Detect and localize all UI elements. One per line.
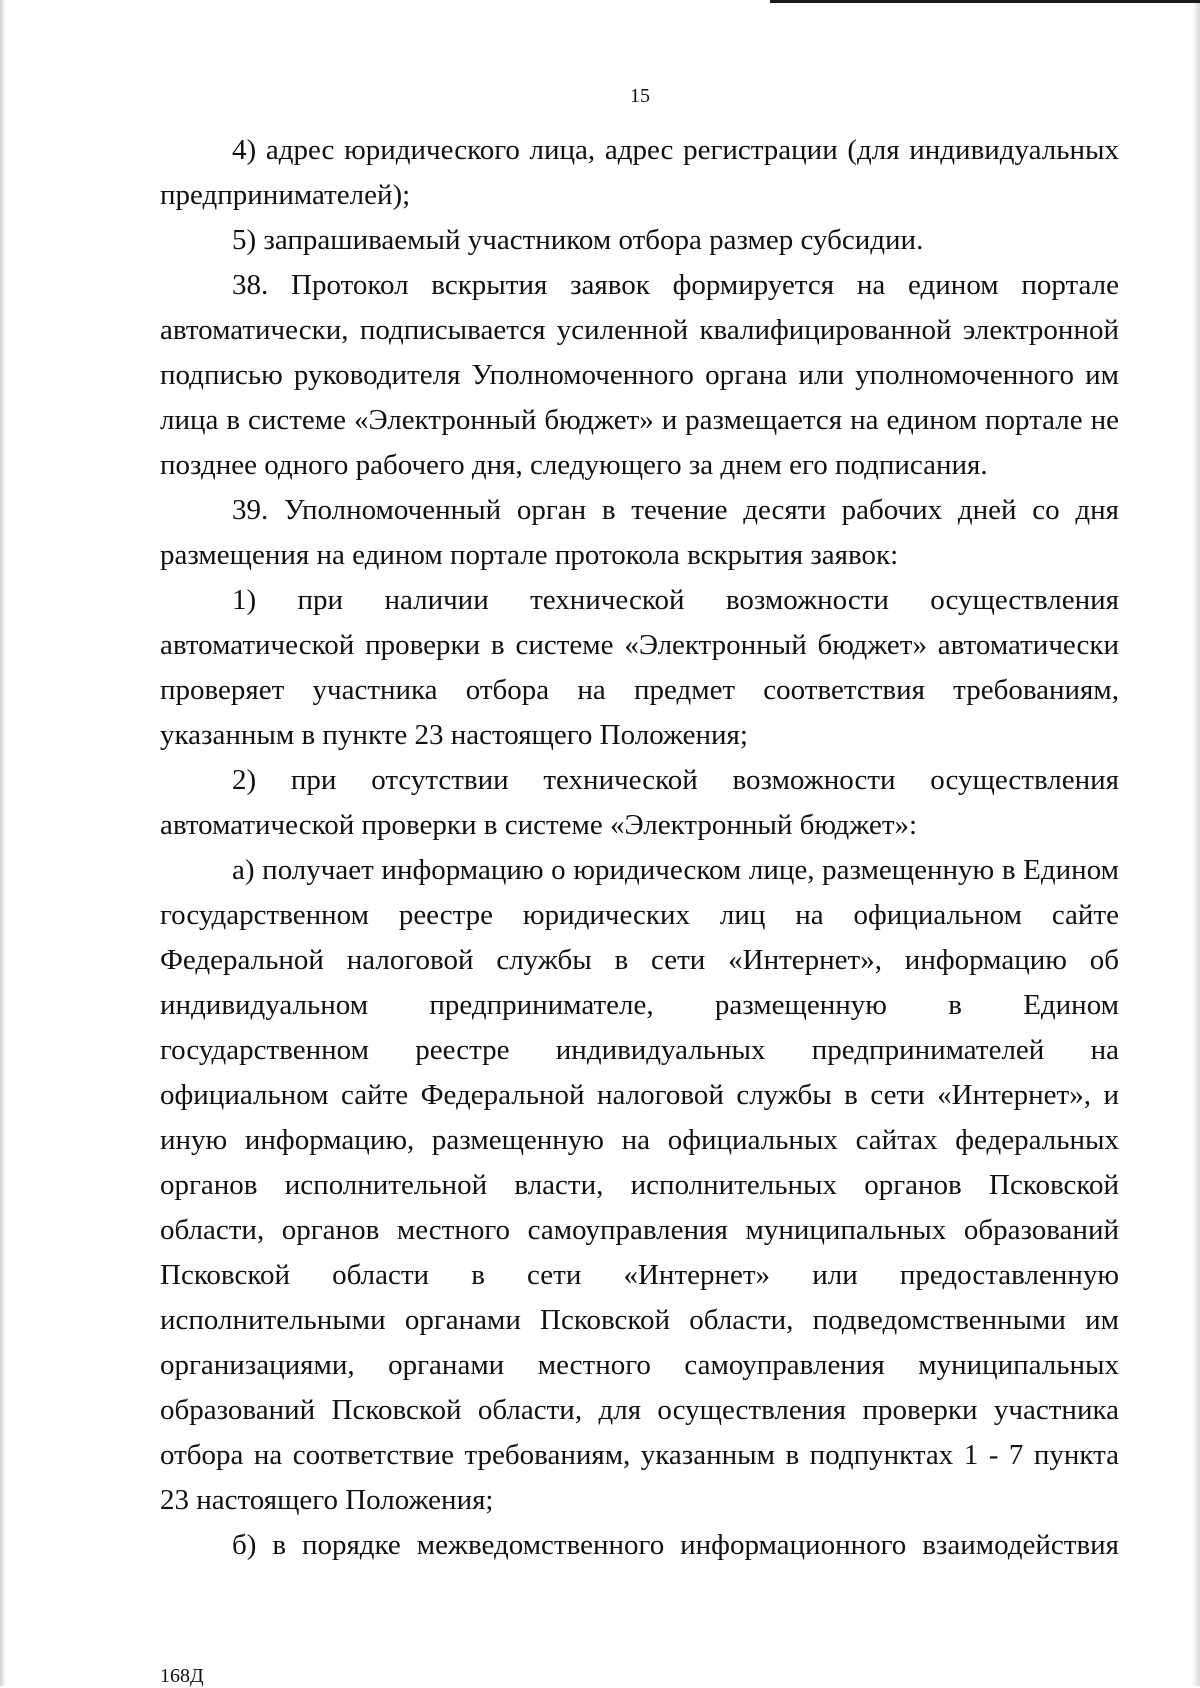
paragraph-38: 38. Протокол вскрытия заявок формируется на едином портале автоматически, подписывается усиленной квалифицированной электронной подписью руководителя Уполномоченного органа или уполномоченного им лица в системе «Электронный бюджет» и размещается на едином портале не позднее одного рабочего дня, следующего за днем его подписания. — [160, 269, 1119, 481]
scan-top-line — [770, 0, 1200, 3]
scan-edge-left — [0, 0, 6, 1686]
paragraph-39: 39. Уполномоченный орган в течение десяти рабочих дней со дня размещения на едином портале протокола вскрытия заявок: — [160, 494, 1119, 571]
scan-edge-right — [1192, 0, 1200, 1686]
paragraph-39-2-a: а) получает информацию о юридическом лице, размещенную в Едином государственном реестре юридических лиц на официальном сайте Федеральной налоговой службы в сети «Интернет», информацию об индивидуальном предпринимателе, размещенную в Едином государственном реестре индивидуальных предпринимателей на официальном сайте Федеральной налоговой службы в сети «Интернет», и иную информацию, размещенную на официальных сайтах федеральных органов исполнительной власти, исполнительных органов Псковской области, органов местного самоуправления муниципальных образований Псковской области в сети «Интернет» или предоставленную исполнительными органами Псковской области, подведомственными им организациями, органами местного самоуправления муниципальных образований Псковской области, для осуществления проверки участника отбора на соответствие требованиям, указанным в подпунктах 1 - 7 пункта 23 настоящего Положения; — [160, 854, 1119, 1516]
document-body — [160, 128, 1119, 1568]
paragraph-39-2-b: б) в порядке межведомственного информационного взаимодействия — [232, 1529, 1119, 1561]
page-number: 15 — [630, 85, 650, 107]
paragraph-item-4: 4) адрес юридического лица, адрес регистрации (для индивидуальных предпринимателей); — [160, 134, 1119, 211]
paragraph-39-2: 2) при отсутствии технической возможности осуществления автоматической проверки в системе «Электронный бюджет»: — [160, 764, 1119, 841]
paragraph-39-1: 1) при наличии технической возможности осуществления автоматической проверки в системе «Электронный бюджет» автоматически проверяет участника отбора на предмет соответствия требованиям, указанным в пункте 23 настоящего Положения; — [160, 584, 1119, 751]
footer-document-code: 168Д — [160, 1665, 204, 1687]
paragraph-item-5: 5) запрашиваемый участником отбора размер субсидии. — [232, 224, 924, 256]
